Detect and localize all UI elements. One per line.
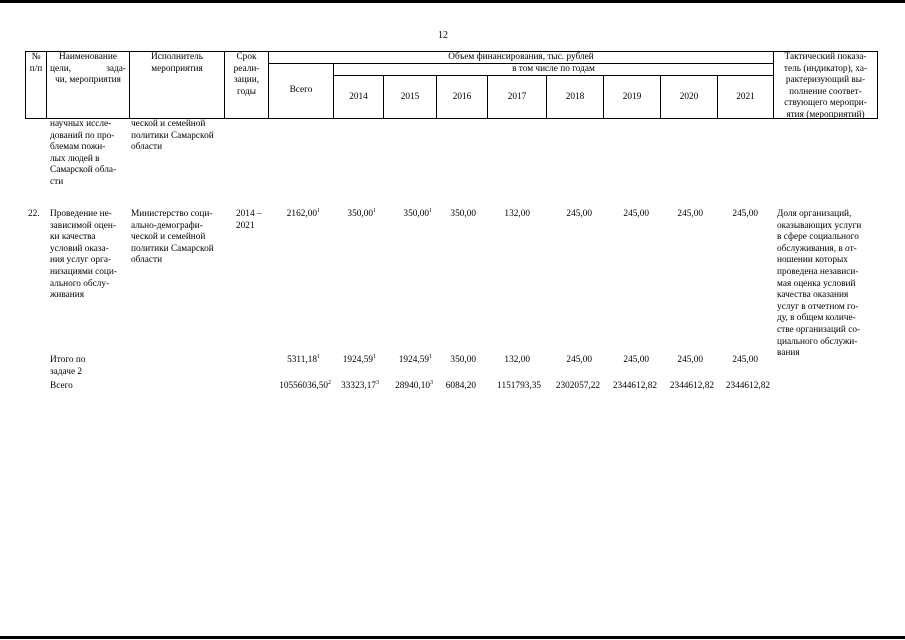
header-year-2016: 2016 bbox=[452, 92, 472, 102]
subtotal-2014: 1924,59$^1$ bbox=[342, 353, 376, 365]
grand-total-2014: 33323,17$^3$ bbox=[341, 379, 379, 391]
row22-term: 2014 – 2021 bbox=[236, 209, 262, 231]
grand-total-2017: 1151793,35 bbox=[497, 381, 541, 391]
row22-2015: 350,00$^1$ bbox=[403, 207, 432, 219]
row22-2016: 350,00 bbox=[450, 209, 476, 219]
page-number: 12 bbox=[438, 30, 448, 41]
subtotal-label: Итого по задаче 2 bbox=[50, 355, 86, 377]
header-col-number: № п/п bbox=[29, 52, 43, 74]
header-year-2015: 2015 bbox=[400, 92, 420, 102]
row22-total: 2162,00$^1$ bbox=[286, 207, 320, 219]
header-by-years: в том числе по годам bbox=[512, 64, 595, 74]
page-bottom-border bbox=[0, 636, 905, 639]
grand-total-total: 10556036,50$^2$ bbox=[279, 379, 331, 391]
continued-row-executor: ческой и семейной политики Самарской области bbox=[131, 119, 214, 153]
header-year-2021: 2021 bbox=[736, 92, 755, 102]
header-year-2020: 2020 bbox=[679, 92, 699, 102]
header-year-2017: 2017 bbox=[507, 92, 527, 102]
header-year-2014: 2014 bbox=[349, 92, 368, 102]
grand-total-2018: 2302057,22 bbox=[555, 381, 600, 391]
grand-total-2015: 28940,10$^3$ bbox=[395, 379, 433, 391]
row22-number: 22. bbox=[28, 209, 40, 219]
header-col-term: Срок реали- зации, годы bbox=[233, 52, 260, 97]
subtotal-2015: 1924,59$^1$ bbox=[398, 353, 432, 365]
subtotal-total: 5311,18$^1$ bbox=[287, 353, 320, 365]
header-total: Всего bbox=[289, 85, 313, 95]
page-top-border bbox=[0, 0, 905, 3]
subtotal-2021: 245,00 bbox=[732, 355, 758, 365]
header-col-name: Наименование цели, зада- чи, мероприятия bbox=[50, 52, 126, 86]
row22-2018: 245,00 bbox=[566, 209, 592, 219]
grand-total-label: Всего bbox=[50, 381, 73, 391]
subtotal-2020: 245,00 bbox=[677, 355, 703, 365]
grand-total-2019: 2344612,82 bbox=[612, 381, 657, 391]
continued-row-name: научных иссле- дований по про- блемам пожи- лых людей в Самарской обла- сти bbox=[50, 119, 117, 187]
subtotal-2017: 132,00 bbox=[504, 355, 530, 365]
row22-indicator: Доля организаций, оказывающих услуги в сфере социального обслуживания, в от- ношении которых проведена независи- мая оценка условий качества оказания услуг в отчетном го- ду, в общем количе- стве организаций со- циального обслужи- вания bbox=[777, 209, 862, 359]
header-funding-title: Объем финансирования, тыс. рублей bbox=[448, 52, 594, 62]
grand-total-2021: 2344612,82 bbox=[725, 381, 770, 391]
row22-name: Проведение не- зависимой оцен- ки качества условий оказа- ния услуг орга- низациями соци- ального обслу- живания bbox=[50, 209, 117, 301]
grand-total-2020: 2344612,82 bbox=[669, 381, 714, 391]
header-year-2018: 2018 bbox=[565, 92, 585, 102]
row22-2020: 245,00 bbox=[677, 209, 703, 219]
subtotal-2018: 245,00 bbox=[566, 355, 592, 365]
row22-2014: 350,00$^1$ bbox=[347, 207, 376, 219]
grand-total-2016: 6084,20 bbox=[445, 381, 476, 391]
header-col-executor: Исполнитель мероприятия bbox=[151, 52, 203, 74]
row22-2017: 132,00 bbox=[504, 209, 530, 219]
header-year-2019: 2019 bbox=[622, 92, 642, 102]
subtotal-2019: 245,00 bbox=[623, 355, 649, 365]
subtotal-2016: 350,00 bbox=[450, 355, 476, 365]
row22-2021: 245,00 bbox=[732, 209, 758, 219]
row22-executor: Министерство соци- ально-демографи- ческой и семейной политики Самарской области bbox=[131, 209, 214, 266]
row22-2019: 245,00 bbox=[623, 209, 649, 219]
header-col-indicator: Тактический показа- тель (индикатор), ха- рактеризующий вы- полнение соответ- ствующего меропри- ятия (мероприятий) bbox=[783, 52, 868, 120]
